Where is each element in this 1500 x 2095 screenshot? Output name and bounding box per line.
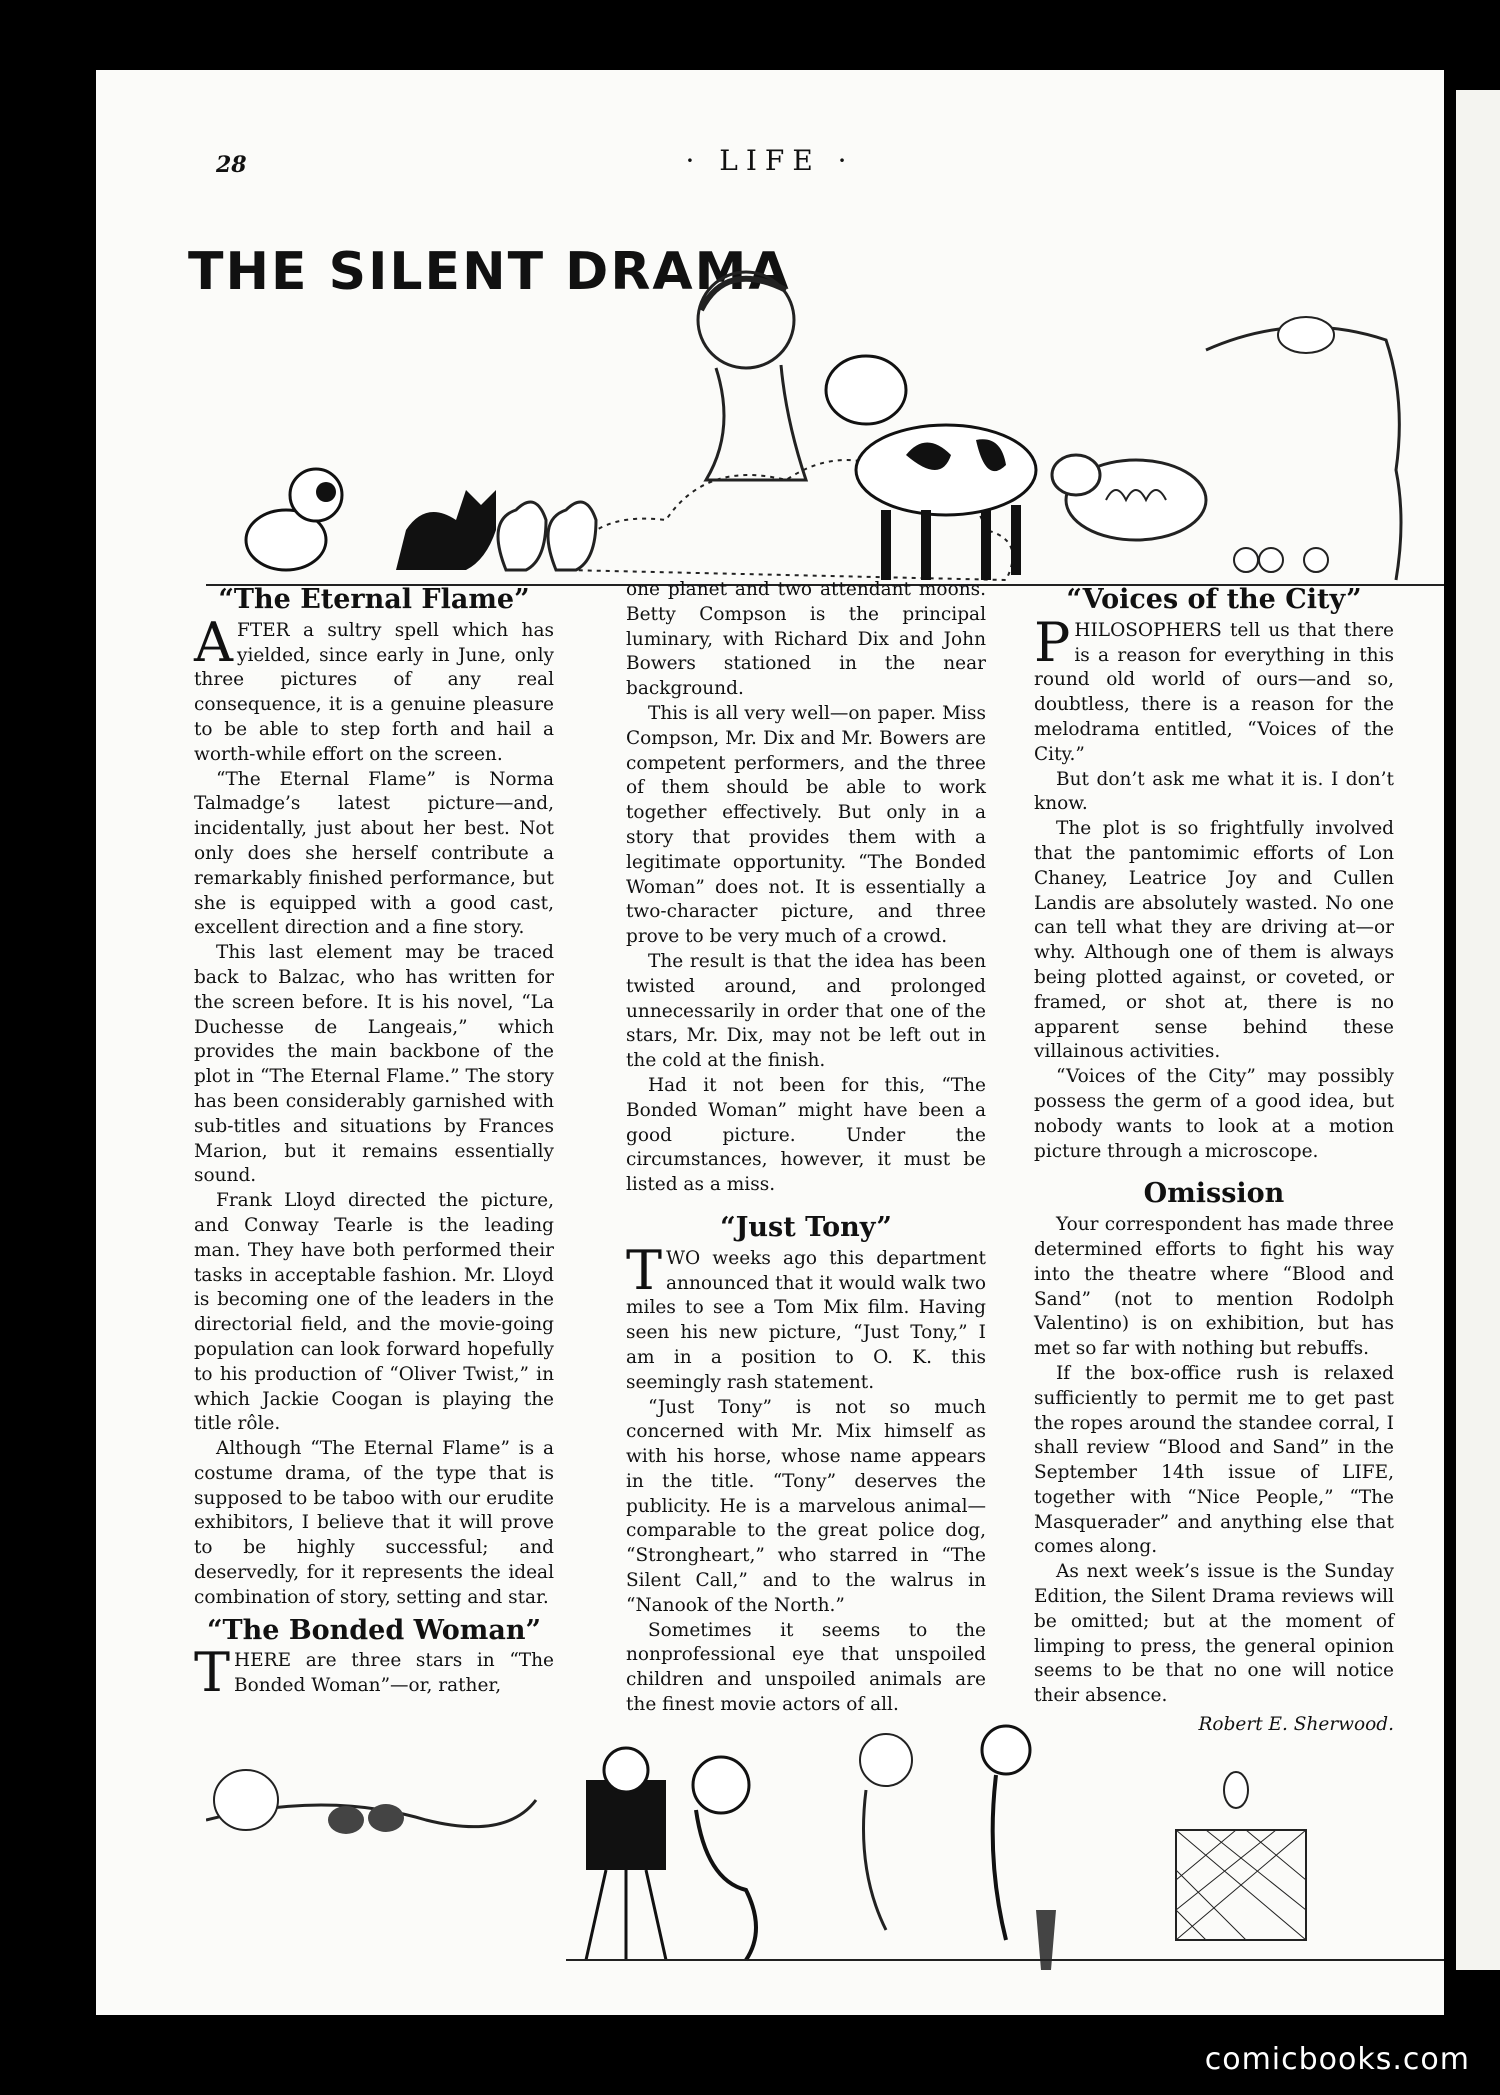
paragraph: Your correspondent has made three determined efforts to fight his way into the theatre where “Blood and Sand” (not to mention Rodolph Valentino) is on exhibition, but has met so far with nothing but rebuffs. [1034, 1214, 1394, 1360]
heading-eternal-flame: “The Eternal Flame” [218, 584, 530, 615]
paragraph: AFTER a sultry spell which has yielded, since early in June, only three pictures of any real consequence, it is a genuine pleasure to be able to step forth and hail a worth-while effort on the screen. [194, 610, 554, 765]
paragraph: THERE are three stars in “The Bonded Woman”—or, rather, [194, 1641, 554, 1705]
paragraph: TWO weeks ago this department announced that it would walk two miles to see a Tom Mix film. Having seen his new picture, “Just Tony,” I am in a position to O. K. this seemingly rash statement. [626, 1238, 986, 1393]
footer-illustration [206, 1710, 1444, 1990]
heading-bonded-woman: “The Bonded Woman” [207, 1614, 541, 1646]
adjacent-page-edge [1456, 90, 1500, 1970]
paragraph: “Voices of the City” may possibly possess the germ of a good idea, but nobody wants to look at a motion picture through a microscope. [1034, 1066, 1394, 1162]
paragraph: If the box-office rush is relaxed sufficiently to permit me to get past the ropes around the standee corral, I shall review “Blood and Sand” in the September 14th issue of LIFE, together with “Nice People,” “The Masquerader” and anything else that comes along. [1034, 1362, 1394, 1558]
column-3 [1034, 580, 1394, 1738]
drop-cap: P [1034, 610, 1071, 674]
paragraph: “The Eternal Flame” is Norma Talmadge’s latest picture—and, incidentally, just about her best. Not only does she herself contribute a remarkably finished performance, but she is equipped with a good cast, excellent direction and a fine story. [194, 768, 554, 939]
paragraph: The result is that the idea has been twisted around, and prolonged unnecessarily in order that one of the stars, Mr. Dix, may not be left out in the cold at the finish. [626, 950, 986, 1072]
paragraph: Had it not been for this, “The Bonded Woman” might have been a good picture. Under the circumstances, however, it must be listed as a miss. [626, 1074, 986, 1196]
drop-cap: T [626, 1238, 663, 1302]
heading-omission: Omission [1143, 1178, 1285, 1210]
paragraph: This last element may be traced back to Balzac, who has written for the screen before. It is his novel, “La Duchesse de Langeais,” which provides the main backbone of the plot in “The Eternal Flame.” The story has been considerably garnished with sub-titles and situations by Frances Marion, but it remains essentially sound. [194, 942, 554, 1187]
page-number: 28 [216, 152, 247, 178]
paragraph: This is all very well—on paper. Miss Compson, Mr. Dix and Mr. Bowers are competent performers, and the three of them should be able to work together effectively. But only in a story that provides them with a legitimate opportunity. “The Bonded Woman” does not. It is essentially a two-character picture, and three prove to be very much of a crowd. [626, 702, 986, 948]
magazine-page [96, 70, 1444, 2015]
paragraph: Sometimes it seems to the nonprofessional eye that unspoiled children and unspoiled animals are the finest movie actors of all. [626, 1619, 986, 1716]
heading-voices-of-the-city: “Voices of the City” [1066, 584, 1362, 615]
paragraph: But don’t ask me what it is. I don’t know. [1034, 768, 1394, 815]
paragraph: Frank Lloyd directed the picture, and Conway Tearle is the leading man. They have both performed their tasks in acceptable fashion. Mr. Lloyd is becoming one of the leaders in the directorial field, and the movie-going population can look forward hopefully to his production of “Oliver Twist,” in which Jackie Coogan is playing the title rôle. [194, 1190, 554, 1435]
paragraph: PHILOSOPHERS tell us that there is a reason for everything in this round old world of ours—and so, doubtless, there is a reason for the melodrama entitled, “Voices of the City.” [1034, 610, 1394, 765]
masthead-illustration [206, 240, 1444, 600]
running-head: · LIFE · [685, 144, 855, 177]
drop-cap: T [194, 1641, 231, 1705]
paragraph: As next week’s issue is the Sunday Edition, the Silent Drama reviews will be omitted; but at the moment of limping to press, the general opinion seems to be that no one will notice their absence. [1034, 1561, 1394, 1707]
paragraph: one planet and two attendant moons. Betty Compson is the principal luminary, with Richard Dix and John Bowers stationed in the near background. [626, 579, 986, 700]
drop-cap: A [194, 610, 233, 674]
section-masthead: THE SILENT DRAMA [188, 242, 791, 302]
byline-signature: Robert E. Sherwood. [1198, 1714, 1394, 1736]
paragraph: Although “The Eternal Flame” is a costume drama, of the type that is supposed to be taboo with our erudite exhibitors, I believe that it will prove to be highly successful; and deservedly, for it represents the ideal combination of story, setting and star. [194, 1438, 554, 1608]
paragraph: The plot is so frightfully involved that the pantomimic efforts of Lon Chaney, Leatrice Joy and Cullen Landis are absolutely wasted. No one can tell what they are driving at—or why. Although one of them is always being plotted against, or coveted, or framed, or shot at, there is no apparent sense behind these villainous activities. [1034, 818, 1394, 1063]
column-2 [626, 578, 986, 1718]
paragraph: “Just Tony” is not so much concerned with Mr. Mix himself as with his horse, whose name appears in the title. “Tony” deserves the publicity. He is a marvelous animal—comparable to the great police dog, “Strongheart,” who starred in “The Silent Call,” and to the walrus in “Nanook of the North.” [626, 1396, 986, 1616]
heading-just-tony: “Just Tony” [720, 1211, 892, 1243]
column-1 [194, 580, 554, 1705]
watermark: comicbooks.com [1204, 2042, 1470, 2077]
